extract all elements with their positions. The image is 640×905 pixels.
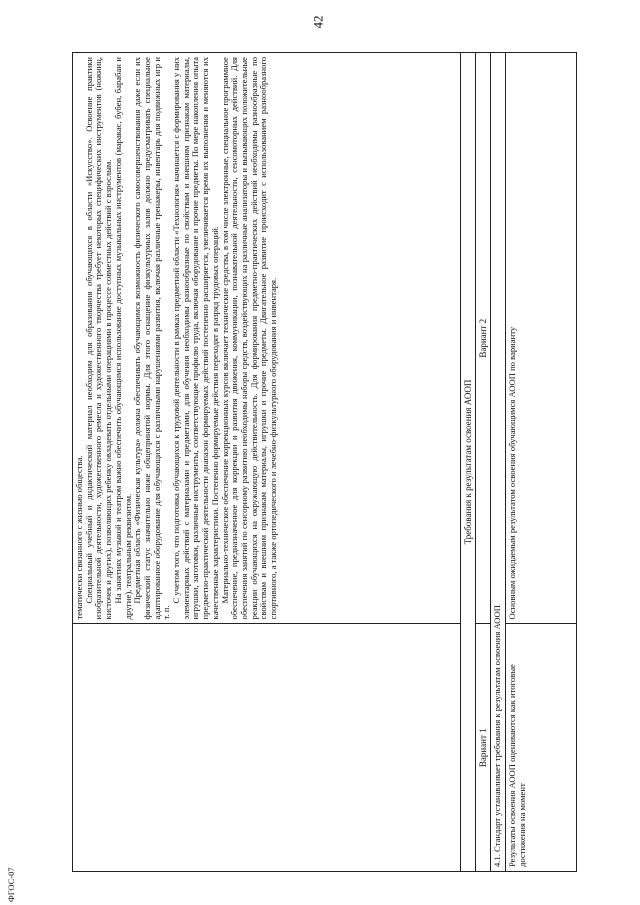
paragraph: Предметная область «Физическая культура» должна обеспечивать обучающимся возможность физического самосовершенствования даже если их физический статус значительно ниже общепринятой нормы. Для этого оснащение физкультурных залов должно предусматривать специальное адаптированное оборудование для обучающихся с различными нарушениями развития, включая различные тренажеры, инвентарь для подвижных игр и т. п. — [132, 57, 172, 620]
paragraph: тематически связанного с жизнью общества. — [74, 455, 84, 620]
empty-left-cell — [73, 624, 461, 872]
footer-code: ФГОС-07 — [6, 867, 16, 902]
variant-2-text: Основным ожидаемым результатом освоения обучающимся АООП по варианту — [506, 53, 577, 624]
body-text-cell — [73, 53, 461, 624]
page-number: 42 — [310, 15, 326, 29]
variant-1-header: Вариант 1 — [476, 624, 491, 872]
document-table — [72, 52, 577, 872]
rotated-page — [72, 52, 577, 872]
paragraph: Специальный учебный и дидактический материал необходим для образования обучающихся в области «Искусство». Освоение практики изобразительной деятельности, художественного ремесла и художественного творчества требует некоторых специфических инструментов (ножниц, кисточек и других), позволяющих ребенку овладевать отдельными операциями в процессе совместных действий с взрослым. — [83, 57, 114, 620]
variant-1-text: Результаты освоения АООП оцениваются как итоговые достижения на момент — [506, 624, 577, 872]
paragraph: Материально-техническое обеспечение коррекционных курсов включает технические средства, в том числе электронные, специальное программное обеспечение, предназначенное для коррекции и развития движения, коммуникации, познавательной деятельности, сенсомоторных действий. Для обеспечения занятий по сенсорному развитию необходимы наборы средств, воздействующих на различные анализаторы и вызывающих положительные реакции обучающихся на окружающую действительность. Для формирования предметно-практических действий необходимы разнообразные по свойствам и внешним признакам материалы, игрушки и прочие предметы. Двигательное развитие происходит с использованием разнообразного спортивного, а также ортопедического и лечебно-физкультурного оборудования и инвентаря. — [219, 57, 279, 620]
paragraph: На занятиях музыкой и театром важно обеспечить обучающимся использование доступных музыкальных инструментов (маракас, бубен, барабан и другие), театральным реквизитом. — [112, 57, 133, 620]
paragraph: С учетом того, что подготовка обучающихся к трудовой деятельности в рамках предметной области «Технология» начинается с формирования у них элементарных действий с материалами и предметами, для обучения необходимы разнообразные по свойствам и внешним признакам материалы, игрушки, заготовки, различные инструменты, соответствующие профилю труда, включая оборудование и прочие предметы. По мере накопления опыта предметно-практической деятельности диапазон формируемых действий постепенно расширяется, увеличивается время их выполнения и меняются их качественные характеристики. Постепенно формируемые действия переходят в разряд трудовых операций. — [171, 57, 220, 620]
clause-text: 4.1. Стандарт устанавливает требования к результатам освоения АООП — [491, 53, 506, 872]
variant-2-header: Вариант 2 — [476, 53, 491, 624]
requirements-title: Требования к результатам освоения АООП — [461, 53, 476, 872]
